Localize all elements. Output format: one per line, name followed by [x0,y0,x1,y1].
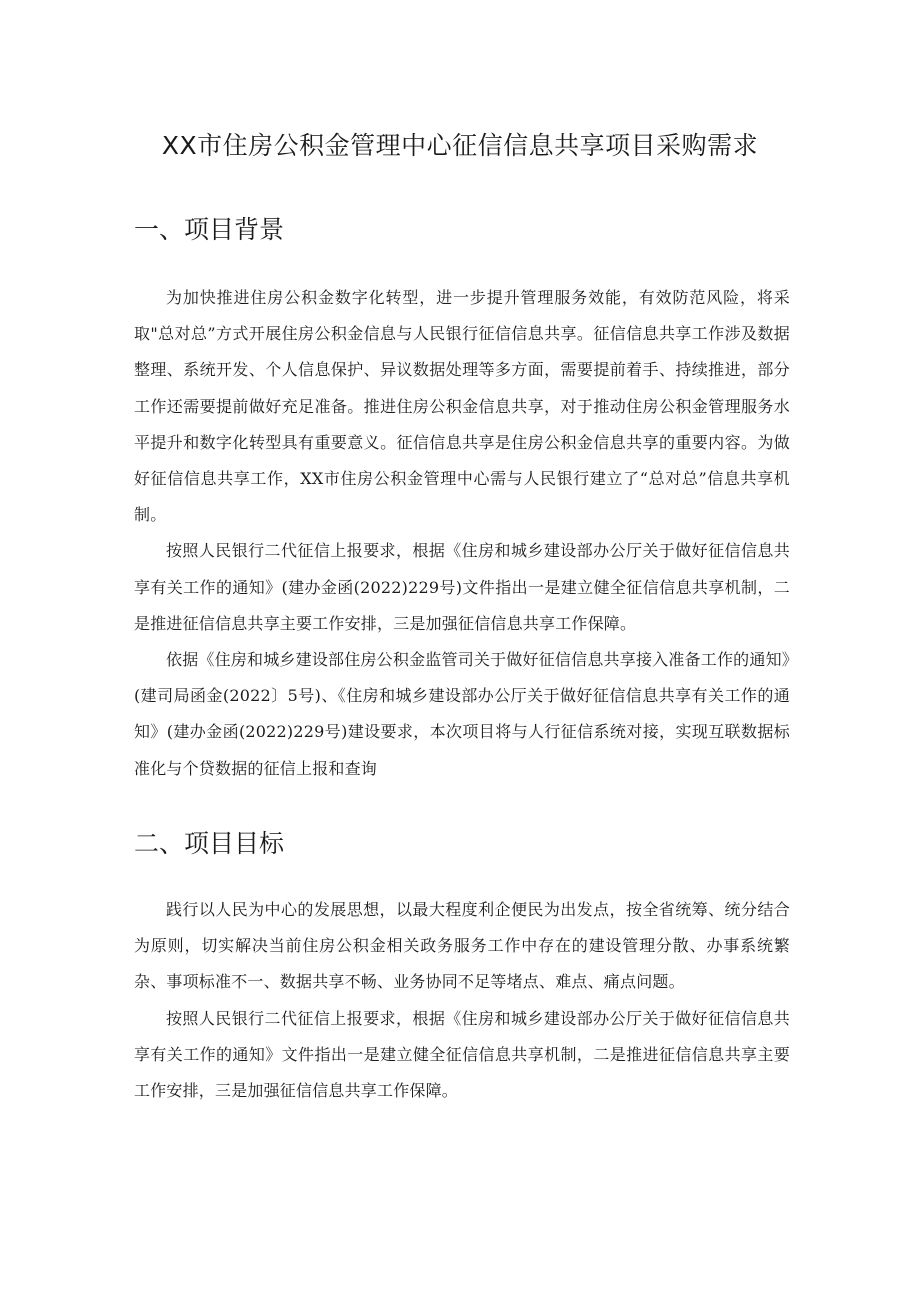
paragraph: 按照人民银行二代征信上报要求，根据《住房和城乡建设部办公厅关于做好征信信息共享有关工作的通知》文件指出一是建立健全征信信息共享机制，二是推进征信信息共享主要工作安排，三是加强征信信息共享工作保障。 [134,1008,790,1101]
section-heading-goals: 二、项目目标 [134,829,285,858]
section-body-goals [134,892,790,1109]
paragraph: 按照人民银行二代征信上报要求，根据《住房和城乡建设部办公厅关于做好征信信息共享有关工作的通知》(建办金函(2022)229号)文件指出一是建立健全征信信息共享机制，二是推进征信信息共享主要工作安排，三是加强征信信息共享工作保障。 [134,541,790,633]
paragraph: 践行以人民为中心的发展思想，以最大程度利企便民为出发点，按全省统筹、统分结合为原则，切实解决当前住房公积金相关政务服务工作中存在的建设管理分散、办事系统繁杂、事项标准不一、数据共享不畅、业务协同不足等堵点、难点、痛点问题。 [134,900,790,992]
paragraph: 依据《住房和城乡建设部住房公积金监管司关于做好征信信息共享接入准备工作的通知》(建司局函金(2022〕5号)、《住房和城乡建设部办公厅关于做好征信信息共享有关工作的通知》(建办金函(2022)229号)建设要求，本次项目将与人行征信系统对接，实现互联数据标准化与个贷数据的征信上报和查询 [134,650,790,778]
section-heading-background: 一、项目背景 [134,215,285,244]
section-body-background [134,280,790,787]
document-title: XX市住房公积金管理中心征信信息共享项目采购需求 [161,131,759,160]
paragraph: 为加快推进住房公积金数字化转型，进一步提升管理服务效能，有效防范风险，将采取"总对总”方式开展住房公积金信息与人民银行征信信息共享。征信信息共享工作涉及数据整理、系统开发、个人信息保护、异议数据处理等多方面，需要提前着手、持续推进，部分工作还需要提前做好充足准备。推进住房公积金信息共享，对于推动住房公积金管理服务水平提升和数字化转型具有重要意义。征信信息共享是住房公积金信息共享的重要内容。为做好征信信息共享工作，XX市住房公积金管理中心需与人民银行建立了“总对总”信息共享机制。 [134,288,790,525]
